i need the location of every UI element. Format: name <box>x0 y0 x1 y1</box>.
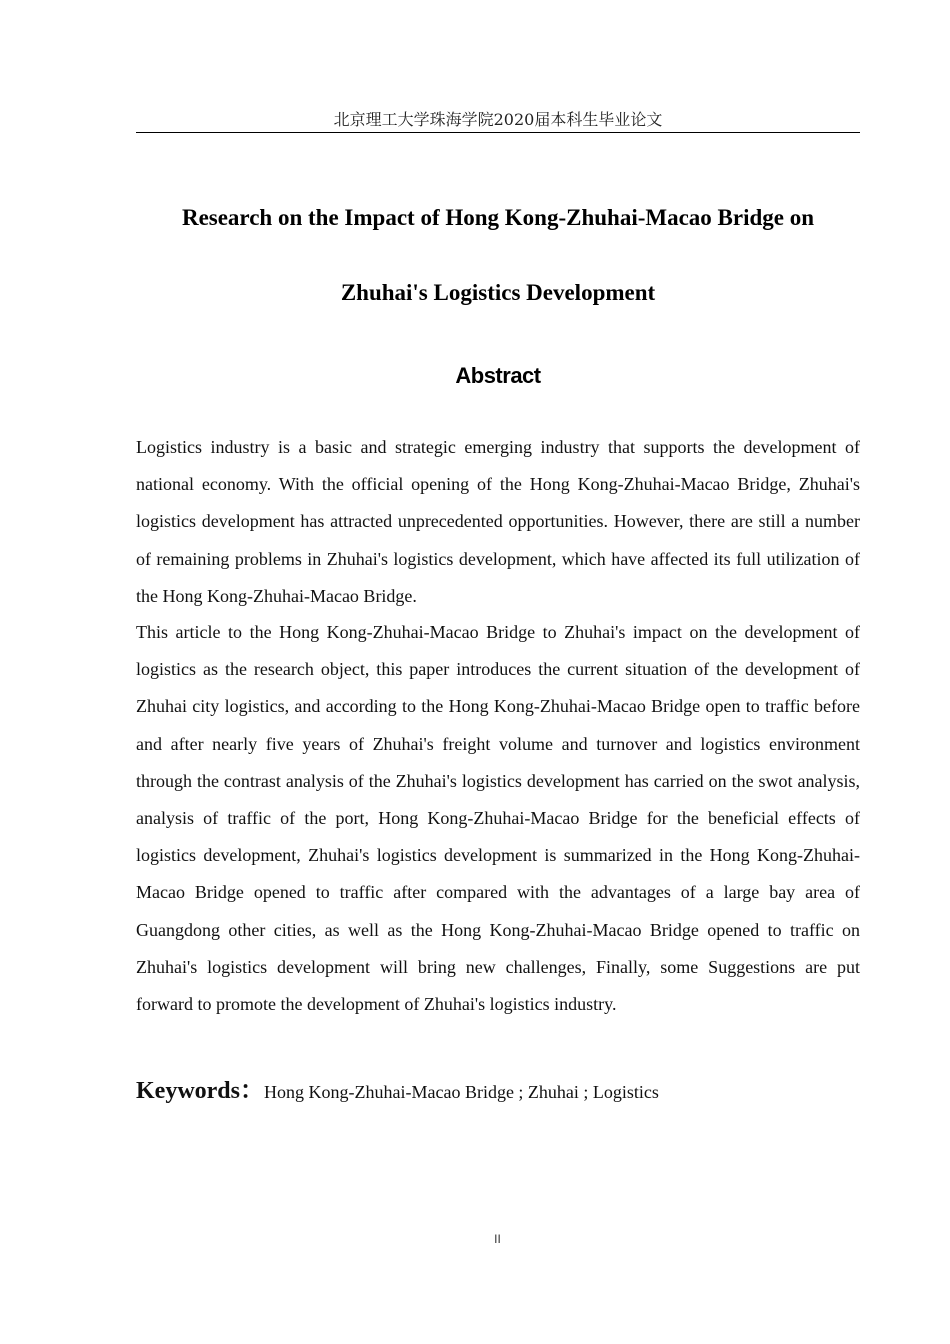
keywords-label: Keywords： <box>136 1078 264 1104</box>
abstract-heading: Abstract <box>455 363 541 388</box>
abstract-paragraph-2: This article to the Hong Kong-Zhuhai-Macao Bridge to Zhuhai's impact on the development of logistics as the research object, this paper introduces the current situation of the development of Zhuhai city logistics, and according to the Hong Kong-Zhuhai-Macao Bridge open to traffic before and after nearly five years of Zhuhai's freight volume and turnover and logistics environment through the contrast analysis of the Zhuhai's logistics development has carried on the swot analysis, analysis of traffic of the port, Hong Kong-Zhuhai-Macao Bridge for the beneficial effects of logistics development, Zhuhai's logistics development is summarized in the Hong Kong-Zhuhai-Macao Bridge opened to traffic after compared with the advantages of a large bay area of Guangdong other cities, as well as the Hong Kong-Zhuhai-Macao Bridge opened to traffic on Zhuhai's logistics development will bring new challenges, Finally, some Suggestions are put forward to promote the development of Zhuhai's logistics industry. <box>136 622 860 1015</box>
page-number: II <box>494 1232 501 1246</box>
paper-title-line-1: Research on the Impact of Hong Kong-Zhuhai-Macao Bridge on <box>181 205 815 230</box>
paper-title-line-2: Zhuhai's Logistics Development <box>340 280 656 305</box>
keywords-value: Hong Kong-Zhuhai-Macao Bridge ; Zhuhai ; Logistics <box>264 1082 659 1102</box>
abstract-paragraph-1: Logistics industry is a basic and strategic emerging industry that supports the development of national economy. With the official opening of the Hong Kong-Zhuhai-Macao Bridge, Zhuhai's logistics development has attracted unprecedented opportunities. However, there are still a number of remaining problems in Zhuhai's logistics development, which have affected its full utilization of the Hong Kong-Zhuhai-Macao Bridge. <box>136 437 860 606</box>
keywords-line <box>136 1074 860 1111</box>
running-header: 北京理工大学珠海学院2020届本科生毕业论文 <box>136 110 860 133</box>
